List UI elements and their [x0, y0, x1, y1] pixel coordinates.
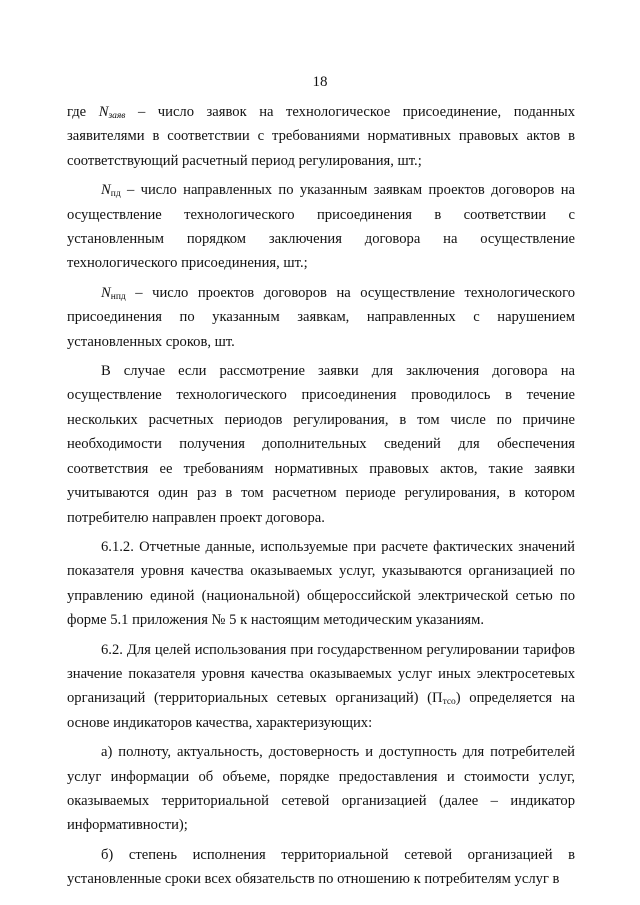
- list-item-b: б) степень исполнения территориальной сетевой организацией в установленные сроки всех обязательств по отношению к потребителям услуг в: [67, 846, 575, 888]
- document-body: [67, 100, 575, 892]
- paragraph-n-npd: $N_{нпд}$ – число проектов договоров на осуществление технологического присоединения по указанным заявкам, направленных с нарушением установленных сроков, шт.: [67, 284, 575, 350]
- subscript-pd: пд: [110, 189, 121, 200]
- subscript-zayav: заяв: [108, 111, 126, 121]
- page-number: 18: [312, 74, 328, 90]
- variable-n: N: [101, 182, 111, 199]
- variable-n: N: [98, 104, 109, 120]
- paragraph-n-pd: $N_{пд}$ – число направленных по указанным заявкам проектов договоров на осуществление технологического присоединения в соответствии с установленным порядком заключения договора на осуществление технологического присоединения, шт.;: [67, 182, 575, 272]
- variable-n: N: [101, 284, 111, 301]
- paragraph-several-periods: В случае если рассмотрение заявки для заключения договора на осуществление технологического присоединения проводилось в течение нескольких расчетных периодов регулирования, в том числе по причине необходимости получения дополнительных сведений для обеспечения соответствия ее требованиям нормативных правовых актов, такие заявки учитываются один раз в том расчетном периоде регулирования, в котором потребителю направлен проект договора.: [67, 363, 575, 526]
- paragraph-6-1-2: 6.1.2. Отчетные данные, используемые при расчете фактических значений показателя уровня качества оказываемых услуг, указываются организацией по управлению единой (национальной) общероссийской электрической сетью по форме 5.1 приложения № 5 к настоящим методическим указаниям.: [67, 538, 575, 629]
- paragraph-n-zayav: где $N_{заяв}$ – число заявок на технологическое присоединение, поданных заявителями в соответствии с требованиями нормативных правовых актов в соответствующий расчетный период регулирования, шт.;: [67, 104, 576, 169]
- subscript-tso: тсо: [442, 697, 456, 708]
- paragraph-6-2: 6.2. Для целей использования при государственном регулировании тарифов значение показателя уровня качества оказываемых услуг иных электросетевых организаций (территориальных сетевых организаций) $(П_{тсо})$ определяется на основе индикаторов качества, характеризующих:: [67, 641, 575, 731]
- list-item-a: а) полноту, актуальность, достоверность и доступность для потребителей услуг информации об объеме, порядке предоставления и стоимости услуг, оказываемых территориальной сетевой организацией (далее – индикатор информативности);: [67, 744, 575, 834]
- subscript-npd: нпд: [110, 291, 126, 302]
